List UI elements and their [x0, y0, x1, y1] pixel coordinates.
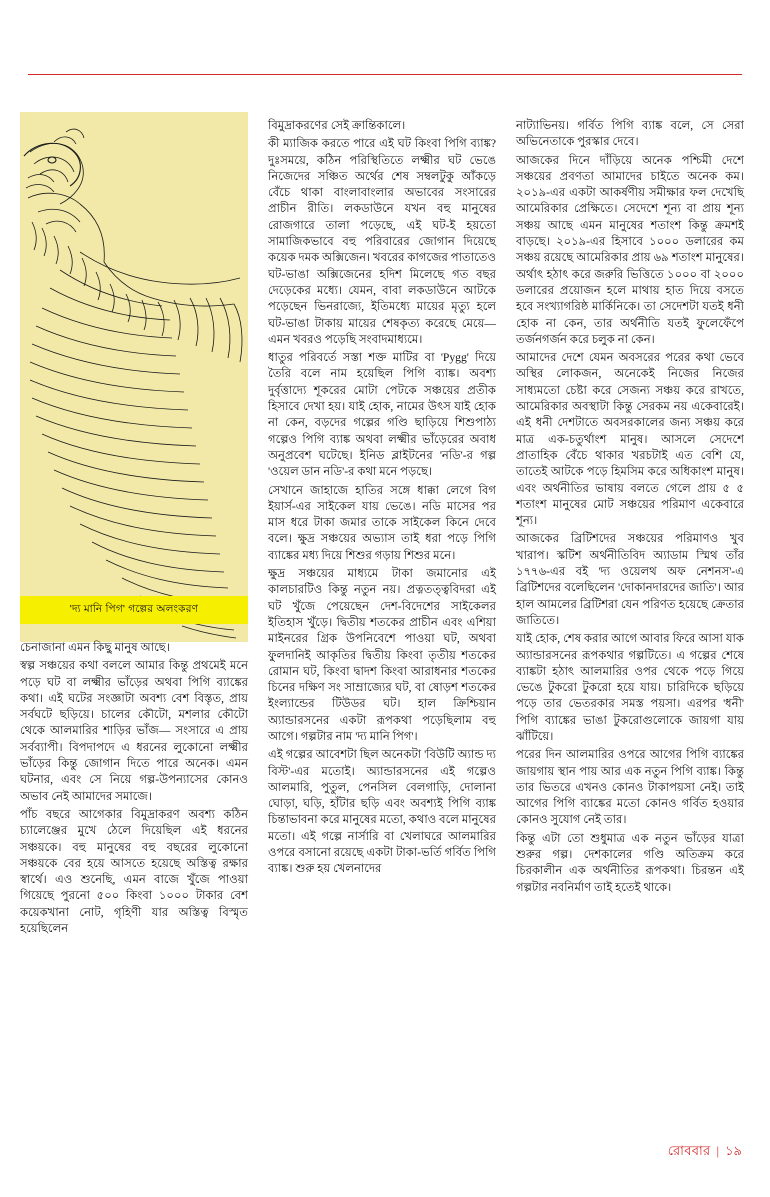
- paragraph: বিমুদ্রাকরণের সেই ক্রান্তিকালে।: [268, 119, 406, 132]
- paragraph: স্বল্প সঞ্চয়ের কথা বললে আমার কিন্তু প্রথমেই মনে পড়ে ঘট বা লক্ষ্মীর ভাঁড়ের অথবা পিগি ব্যাঙ্কের কথা। এই ঘটের সংজ্ঞাটা অবশ্য বেশ বিস্তৃত, প্রায় সর্বঘটে ছড়িয়ে। চালের কৌটো, মশলার কৌটো থেকে আলমারির শাড়ির ভাঁজ— সংসারে এ প্রায় সর্বব্যাপী। বিপদাপদে এ ধরনের লুকোনো লক্ষ্মীর ভাঁড়ের কিন্তু জোগান দিতে পারে অনেক। এমন ঘটনার, এবং সে নিয়ে গল্প-উপন্যাসের কোনও অভাব নেই আমাদের সমাজে।: [20, 659, 248, 803]
- page-number: ১৯: [725, 1143, 742, 1158]
- paragraph: যাই হোক, শেষ করার আগে আবার ফিরে আসা যাক অ্যান্ডারসনের রূপকথার গল্পটিতে। এ গল্পের শেষে ব্যাঙ্কটা হঠাৎ আলমারির ওপর থেকে পড়ে গিয়ে ভেঙে টুকরো টুকরো হয়ে যায়। চারিদিকে ছড়িয়ে পড়ে তার ভেতরকার সমস্ত পয়সা। এরপর 'ধনী' পিগি ব্যাঙ্কের ভাঙা টুকরোগুলোকে জায়গা যায় ঝাঁটিয়ে।: [516, 632, 744, 743]
- body-column-3: [516, 118, 744, 896]
- illustration-caption-text: 'দ্য মানি পিগ' গল্পের অলংকরণ: [69, 602, 199, 615]
- paragraph: ক্ষুদ্র সঞ্চয়ের মাধ্যমে টাকা জমানোর এই কালচারটিও কিন্তু নতুন নয়। প্রত্নতত্ত্ববিদরা এই ঘট খুঁজে পেয়েছেন দেশ-বিদেশের সাইকেলর ইতিহাস খুঁড়ে। দ্বিতীয় শতকের প্রাচীন এবং এশিয়া মাইনরের গ্রিক উপনিবেশে পাওয়া ঘট, অথবা ফুলদানিই আকৃতির দ্বিতীয় কিংবা তৃতীয় শতকের রোমান ঘট, কিংবা দ্বাদশ কিংবা আরাধনার শতকের চিনের দক্ষিণ সং সাম্রাজ্যের ঘট, বা ষোড়শ শতকের ইংল্যান্ডের টিউডর ঘট। হাল ক্রিশ্চিয়ান অ্যান্ডারসনের একটা রূপকথা পড়েছিলাম বহু আগে। গল্পটার নাম 'দ্য মানি পিগ'।: [268, 567, 496, 743]
- publication-name: রোববার: [667, 1143, 711, 1158]
- paragraph: এই গল্পের আবেশটা ছিল অনেকটা 'বিউটি অ্যান্ড দ্য বিস্ট'-এর মতোই। অ্যান্ডারসনের এই গল্পেও আলমারি, পুতুল, পেনসিল বেলগাড়ি, দোলানা ঘোড়া, ঘড়ি, হাঁটার ছড়ি এবং অবশ্যই পিগি ব্যাঙ্ক চিন্তাভাবনা করে মানুষের মতো, কথাও বলে মানুষের মতো। এই গল্পে নার্সারি বা খেলাঘরে আলমারির ওপরে বসানো রয়েছে একটা টাকা-ভর্তি গর্বিত পিগি ব্যাঙ্ক। শুরু হয় খেলনাদের: [268, 748, 496, 876]
- illustration-panel: [20, 112, 248, 642]
- paragraph: আমাদের দেশে যেমন অবসরের পরের কথা ভেবে অস্থির লোকজন, অনেকেই নিজের নিজের সাধ্যমতো চেষ্টা করে সেজন্য সঞ্চয় করে রাখতে, আমেরিকার অবস্থাটা কিন্তু সেরকম নয় একেবারেই। এই ধনী দেশটাতে অবসরকালের জন্য সঞ্চয় করে মাত্র এক-চতুর্থাংশ মানুষ। আসলে সেদেশে প্রাতাহিক বেঁচে থাকার খরচটাই এত বেশি যে, তাতেই আটকে পড়ে হিমসিম করে অধিকাংশ মানুষ। এবং অর্থনীতির ভাষায় বলতে গেলে প্রায় ৫ ৫ শতাংশ মানুষের মোট সঞ্চয়ের পরিমাণ একেবারে শূন্য।: [516, 351, 744, 528]
- paragraph: কিন্তু এটা তো শুধুমাত্র এক নতুন ভাঁড়ের যাত্রা শুরুর গল্প। দেশকালের গণ্ডি অতিক্রম করে চিরকালীন এক অর্থনীতির রূপকথা। চিরন্তন এই গল্পটার নবনির্মাণ তাই হতেই থাকে।: [516, 831, 744, 894]
- paragraph: পাঁচ বছরে আগেকার বিমুদ্রাকরণ অবশ্য কঠিন চ্যালেঞ্জের মুখে ঠেলে দিয়েছিল এই ধরনের সঞ্চয়কে। বহু মানুষের বহু বছরের লুকোনো সঞ্চয়কে বের হয়ে আসতে হয়েছে অস্তিত্ব রক্ষার স্বার্থে। এও শুনেছি, এমন বাজে খুঁজে পাওয়া গিয়েছে পুরনো ৫০০ কিংবা ১০০০ টাকার বেশ কয়েকখানা নোট, গৃহিণী যার অস্তিত্ব বিস্মৃত হয়েছিলেন: [20, 807, 248, 936]
- pig-line-drawing-icon: [20, 112, 248, 642]
- paragraph: পরের দিন আলমারির ওপরে আগের পিগি ব্যাঙ্কের জায়গায় স্থান পায় আর এক নতুন পিগি ব্যাঙ্ক। কিন্তু তার ভিতরে এখনও কোনও টাকাপয়সা নেই। তাই আগের পিগি ব্যাঙ্কের মতো কোনও গর্বিত হওয়ার কোনও সুযোগ নেই তার।: [516, 748, 744, 827]
- illustration-caption: [20, 596, 248, 624]
- paragraph: নাট্যাভিনয়। গর্বিত পিগি ব্যাঙ্ক বলে, সে সেরা অভিনেতাকে পুরস্কার দেবে।: [516, 119, 744, 149]
- footer-separator: |: [716, 1143, 720, 1158]
- top-rule-divider: [28, 74, 742, 75]
- body-column-2: [268, 118, 496, 878]
- paragraph: কী ম্যাজিক করতে পারে এই ঘট কিংবা পিগি ব্যাঙ্ক? দুঃসময়ে, কঠিন পরিস্থিতিতে লক্ষ্মীর ঘট ভেঙে নিজেদের সঞ্চিত অর্থের শেষ সম্বলটুকু আঁকড়ে বেঁচে থাকা বাংলাবাংলার অভাবের সংসারের প্রাচীন রীতি। লকডাউনে যখন বহু মানুষের রোজগারে তালা পড়েছে, এই ঘট-ই হয়তো সামাজিকভাবে বহু পরিবারের জোগান দিয়েছে কয়েক দমক অক্সিজেন। খবরের কাগজের পাতাতেও ঘট-ভাঙা অক্সিজেনের হদিশ মিলেছে গত বছর দেড়েকের মধ্যে। যেমন, বাবা লকডাউনে আটকে পড়েছেন ভিনরাজ্যে, ইতিমধ্যে মায়ের মৃত্যু হলে ঘট-ভাঙা টাকায় মায়ের শেষকৃত্য করেছে মেয়ে— এমন খবরও পড়েছি সংবাদমাধ্যমে।: [268, 137, 496, 346]
- paragraph: সেখানে জাহাজে হাতির সঙ্গে ধাক্কা লেগে বিগ ইয়ার্স-এর সাইকেল যায় ভেঙে। নডি মাসের পর মাস ধরে টাকা জমার তাকে সাইকেল কিনে দেবে বলে। ক্ষুদ্র সঞ্চয়ের অভ্যাস তাই ধরা পড়ে পিগি ব্যাঙ্কের মধ্য দিয়ে শিশুর গড়ায় শিশুর মনে।: [268, 483, 496, 562]
- paragraph: ধাতুর পরিবর্তে সস্তা শক্ত মাটির বা 'Pygg' দিয়ে তৈরি বলে নাম হয়েছিল পিগি ব্যাঙ্ক। অবশ্য দুর্বৃত্তাদ্যে শূকরের মোটা পেটকে সঞ্চয়ের প্রতীক হিসাবে দেখা হয়। যাই হোক, নামের উৎস যাই হোক না কেন, বড়দের গল্পের গণ্ডি ছাড়িয়ে শিশুপাঠ্য গল্পেও পিগি ব্যাঙ্ক অথবা লক্ষ্মীর ভাঁড়েরের অবাধ অনুপ্রবেশ ঘটেছে। ইনিড ব্লাইটনের 'নডি'-র গল্প 'ওয়েল ডান নডি'-র কথা মনে পড়ছে।: [268, 351, 496, 479]
- page-footer: [668, 1142, 742, 1163]
- paragraph: আজকের ব্রিটিশদের সঞ্চয়ের পরিমাণও খুব খারাপ। স্কটিশ অর্থনীতিবিদ অ্যাডাম স্মিথ তাঁর ১৭৭৬-এর বই 'দ্য ওয়েলথ অফ নেশনস'-এ ব্রিটিশদের বলেছিলেন 'দোকানদারদের জাতি'। আর হাল আমলের ব্রিটিশরা যেন পরিণত হয়েছে ক্রেতার জাতিতে।: [516, 532, 744, 627]
- body-column-1: [20, 640, 248, 937]
- paragraph: চেনাজানা এমন কিছু মানুষ আছে।: [20, 641, 170, 654]
- paragraph: আজকের দিনে দাঁড়িয়ে অনেক পশ্চিমী দেশে সঞ্চয়ের প্রবণতা আমাদের চাইতে অনেক কম। ২০১৯-এর একটা আকর্ষণীয় সমীক্ষার ফল দেখেছি আমেরিকার প্রেক্ষিতে। সেদেশে শূন্য বা প্রায় শূন্য সঞ্চয় আছে এমন মানুষের শতাংশ কিন্তু ক্রমশই বাড়ছে। ২০১৯-এর হিসাবে ১০০০ ডলারের কম সঞ্চয় রয়েছে আমেরিকার প্রায় ৬৯ শতাংশ মানুষের। অর্থাৎ হঠাৎ করে জরুরি ভিত্তিতে ১০০০ বা ২০০০ ডলারের প্রয়োজন হলে মাথায় হাত দিয়ে বসতে হবে সংখ্যাগরিষ্ঠ মার্কিনিকে। তা সেদেশটা যতই ধনী হোক না কেন, তার অর্থনীতি যতই ফুলেফেঁপে তর্জনগর্জন করে চলুক না কেন।: [516, 153, 744, 346]
